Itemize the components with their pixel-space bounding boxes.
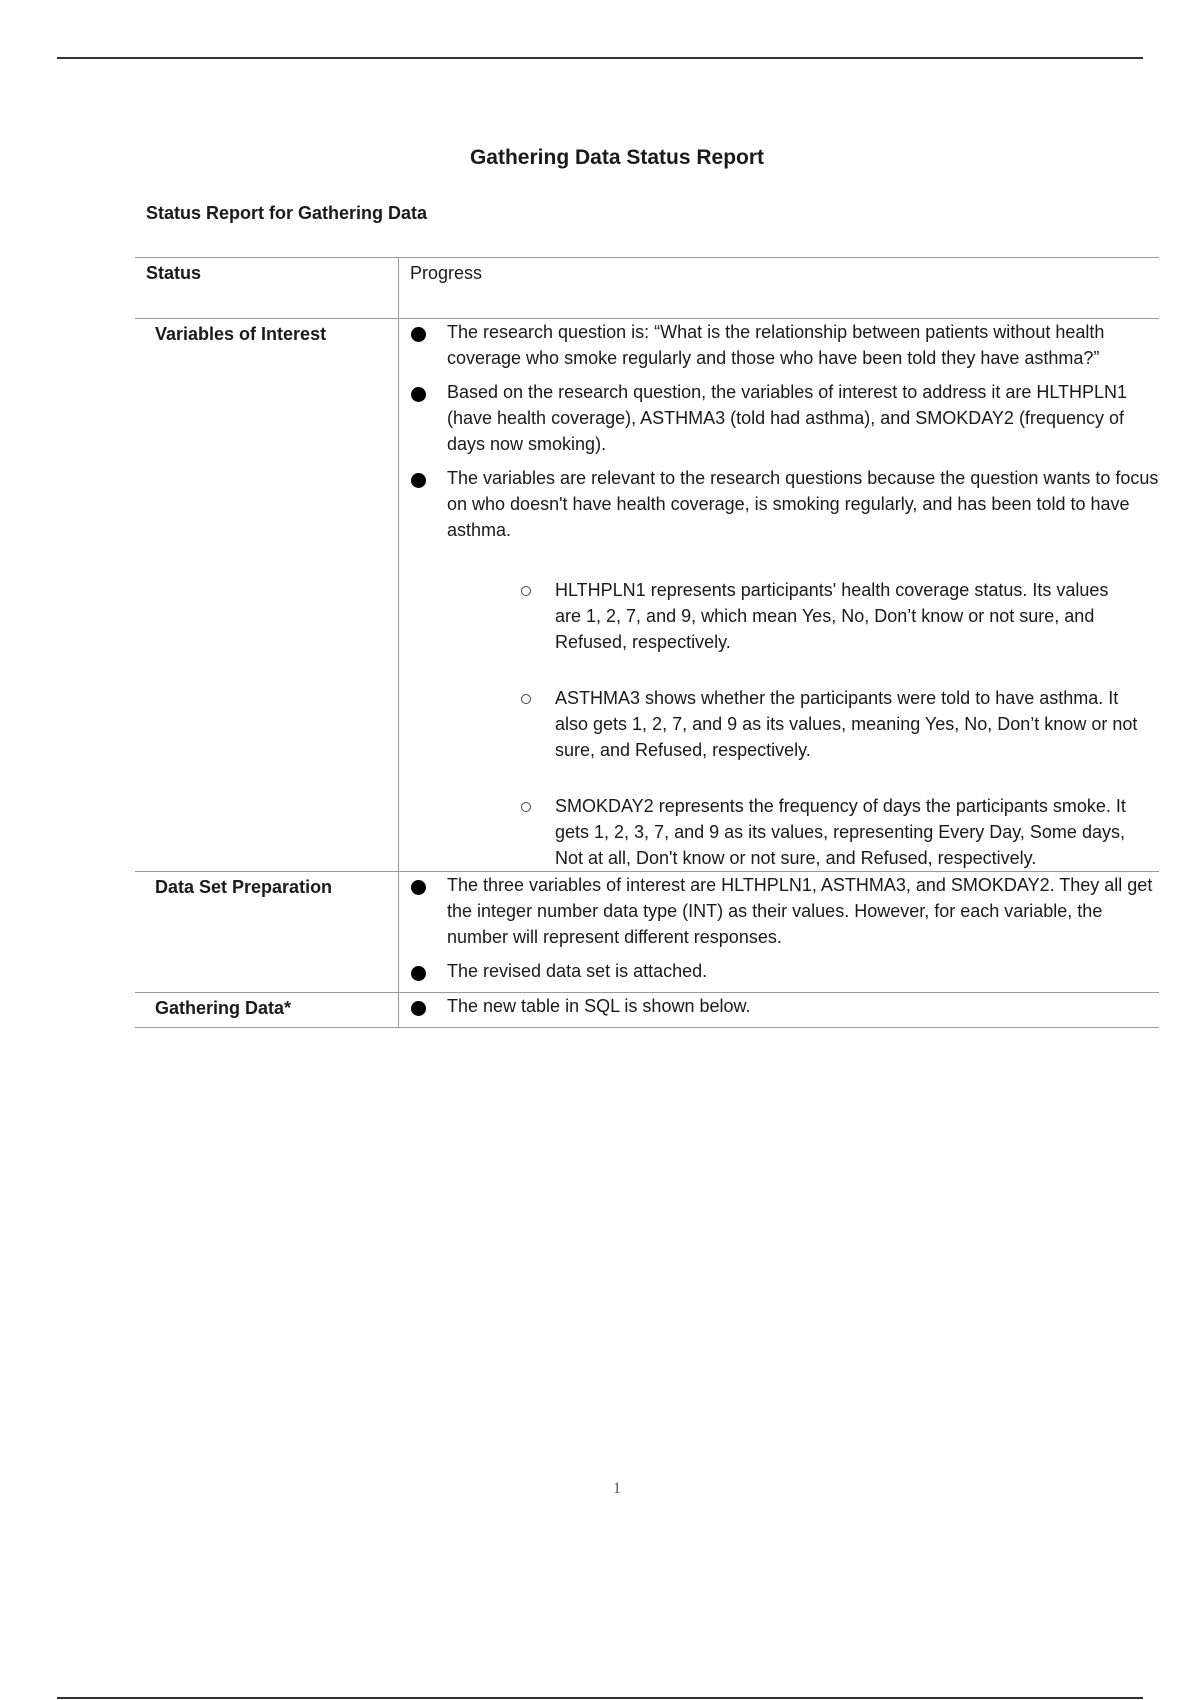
list-item — [399, 993, 1159, 1019]
document-title: Gathering Data Status Report — [469, 146, 765, 169]
status-header-label: Status — [146, 263, 202, 283]
circle-bullet-icon — [521, 802, 531, 812]
gathering-bullet-list — [399, 993, 1159, 1019]
header-progress-cell — [399, 258, 1160, 319]
bullet-text: The variables are relevant to the research questions because the question wants to focus on who doesn't have health coverage, is smoking regularly, and has been told to have asthma. — [447, 468, 1159, 540]
table-row-data-set-preparation — [135, 872, 1159, 993]
page-bottom-rule — [57, 1697, 1143, 1699]
bullet-text: Based on the research question, the variables of interest to address it are HLTHPLN1 (have health coverage), ASTHMA3 (told had asthma), and SMOKDAY2 (frequency of days now smoking). — [447, 382, 1128, 454]
variables-label-cell — [135, 319, 399, 872]
bullet-text: The new table in SQL is shown below. — [447, 996, 751, 1016]
row-label-gathering-data: Gathering Data* — [155, 998, 292, 1018]
variables-bullet-list — [399, 319, 1159, 543]
table-header-row — [135, 258, 1159, 319]
preparation-bullet-list — [399, 872, 1159, 984]
variables-sub-bullet-list — [399, 577, 1159, 871]
bullet-dot-icon — [411, 387, 426, 402]
sub-list-item — [399, 685, 1159, 763]
table-row-variables-of-interest — [135, 319, 1159, 872]
row-label-variables-of-interest: Variables of Interest — [155, 324, 327, 344]
gathering-label-cell — [135, 993, 399, 1028]
sub-list-item — [399, 577, 1159, 655]
bullet-dot-icon — [411, 880, 426, 895]
circle-bullet-icon — [521, 694, 531, 704]
list-item — [399, 379, 1159, 457]
sub-bullet-text: ASTHMA3 shows whether the participants were told to have asthma. It also gets 1, 2, 7, and 9 as its values, meaning Yes, No, Don’t know or not sure, and Refused, respectively. — [555, 688, 1138, 760]
list-item — [399, 465, 1159, 543]
list-item — [399, 872, 1159, 950]
bullet-text: The three variables of interest are HLTHPLN1, ASTHMA3, and SMOKDAY2. They all get the integer number data type (INT) as their values. However, for each variable, the number will represent different responses. — [447, 875, 1153, 947]
bullet-dot-icon — [411, 327, 426, 342]
list-item — [399, 319, 1159, 371]
bullet-text: The research question is: “What is the relationship between patients without health coverage who smoke regularly and those who have been told they have asthma?” — [447, 322, 1105, 368]
sub-bullet-text: SMOKDAY2 represents the frequency of days the participants smoke. It gets 1, 2, 3, 7, and 9 as its values, representing Every Day, Some days, Not at all, Don't know or not sure, and Refused, respectively. — [555, 796, 1126, 868]
status-report-table — [135, 257, 1159, 1028]
preparation-content-cell — [399, 872, 1160, 993]
circle-bullet-icon — [521, 586, 531, 596]
row-label-data-set-preparation: Data Set Preparation — [155, 877, 333, 897]
gathering-content-cell — [399, 993, 1160, 1028]
sub-bullet-text: HLTHPLN1 represents participants' health coverage status. Its values are 1, 2, 7, and 9, which mean Yes, No, Don’t know or not sure, and Refused, respectively. — [555, 580, 1109, 652]
page-top-rule — [57, 57, 1143, 59]
preparation-label-cell — [135, 872, 399, 993]
bullet-text: The revised data set is attached. — [447, 961, 708, 981]
document-subtitle: Status Report for Gathering Data — [146, 203, 428, 223]
sub-list-item — [399, 793, 1159, 871]
variables-content-cell — [399, 319, 1160, 872]
progress-header-label: Progress — [410, 263, 483, 283]
bullet-dot-icon — [411, 1001, 426, 1016]
header-status-cell — [135, 258, 399, 319]
page-number: 1 — [613, 1480, 621, 1497]
bullet-dot-icon — [411, 473, 426, 488]
bullet-dot-icon — [411, 966, 426, 981]
list-item — [399, 958, 1159, 984]
table-row-gathering-data — [135, 993, 1159, 1028]
